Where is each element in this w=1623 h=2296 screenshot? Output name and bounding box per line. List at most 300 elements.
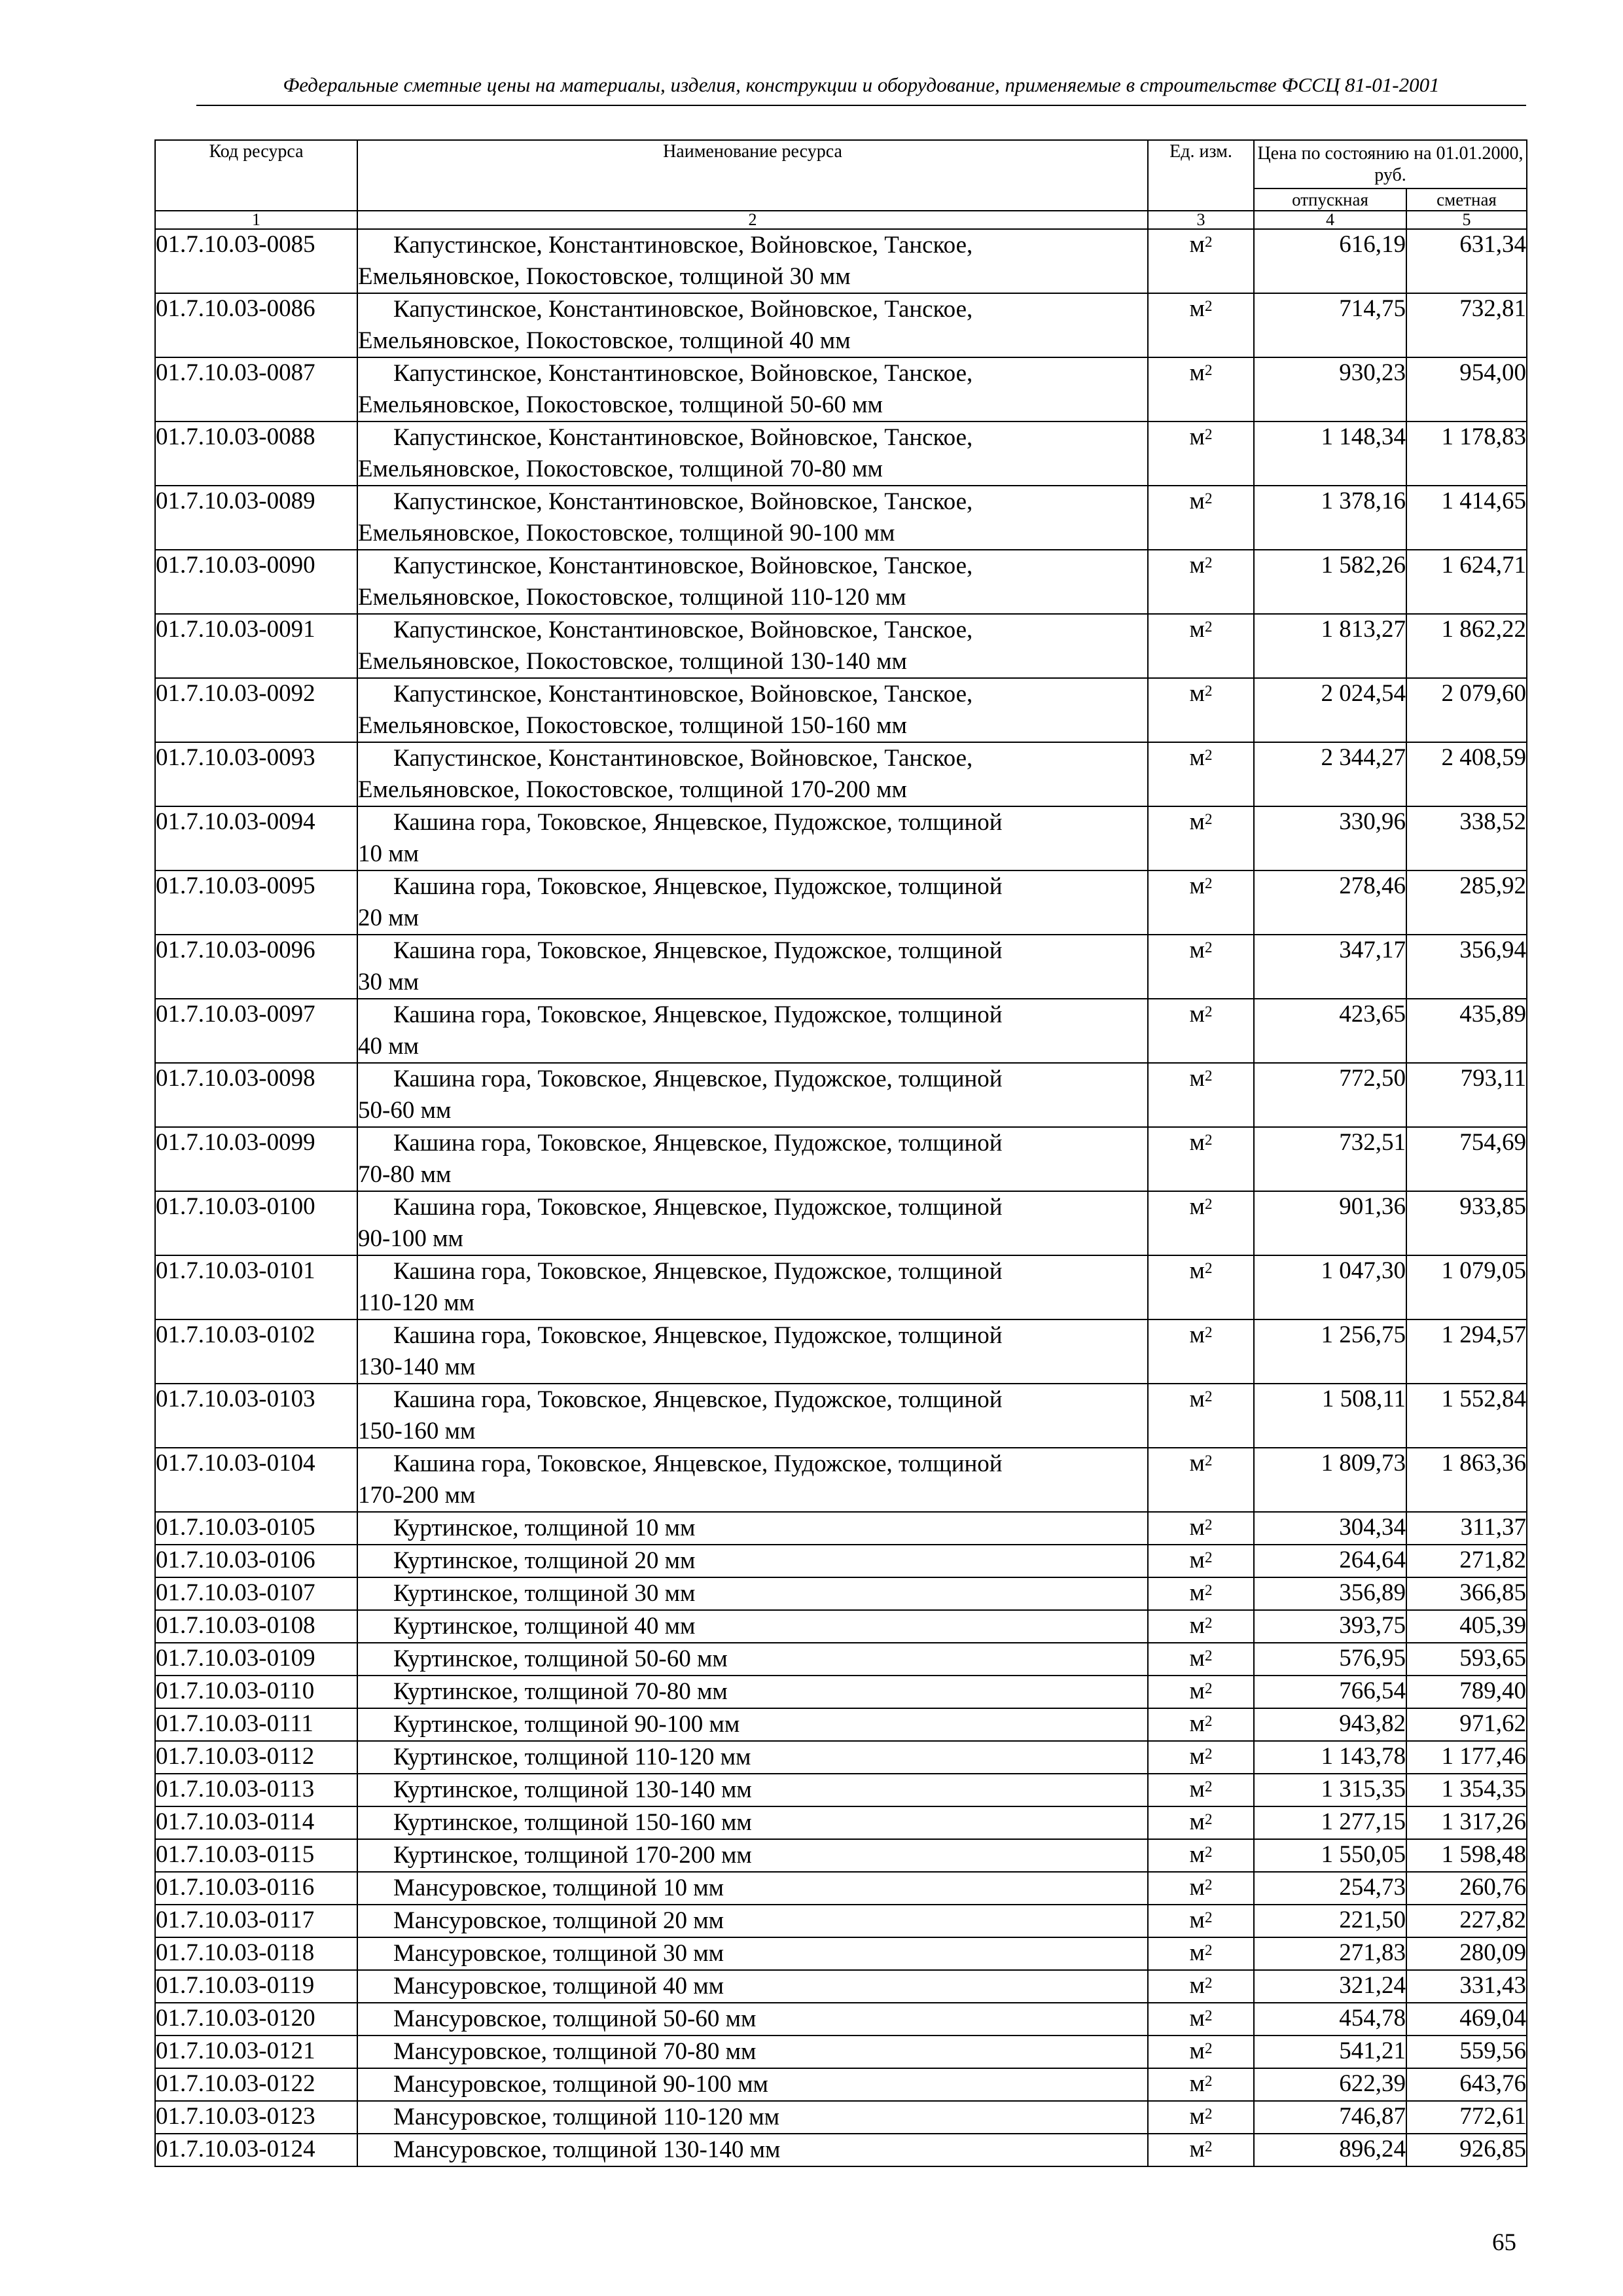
resource-name-line: Капустинское, Константиновское, Войновское, Танское, (393, 617, 973, 644)
resource-name-line: Капустинское, Константиновское, Войновское, Танское, (393, 681, 973, 708)
resource-name-line: Капустинское, Константиновское, Войновское, Танское, (393, 745, 973, 772)
unit-base: м (1189, 1743, 1205, 1770)
unit-cell (1148, 1970, 1254, 2003)
resource-name (357, 1063, 1148, 1127)
table-row (155, 1741, 1527, 1774)
unit-exponent: 2 (1204, 1844, 1213, 1861)
resource-name (357, 1806, 1148, 1839)
resource-code: 01.7.10.03-0118 (155, 1937, 357, 1970)
resource-name-line: Куртинское, толщиной 170-200 мм (393, 1842, 752, 1869)
unit-base: м (1189, 1129, 1205, 1157)
unit-cell (1148, 1643, 1254, 1676)
table-row (155, 422, 1527, 486)
column-number: 4 (1254, 211, 1406, 229)
table-row (155, 486, 1527, 550)
unit-exponent: 2 (1204, 1132, 1213, 1149)
resource-name (357, 229, 1148, 293)
column-number: 1 (155, 211, 357, 229)
estimate-price: 971,62 (1406, 1708, 1527, 1741)
table-row (155, 1384, 1527, 1448)
resource-code: 01.7.10.03-0096 (155, 935, 357, 999)
resource-name-line: Мансуровское, толщиной 10 мм (393, 1874, 724, 1902)
resource-name (357, 1970, 1148, 2003)
wholesale-price: 1 315,35 (1254, 1774, 1406, 1806)
unit-cell (1148, 1610, 1254, 1643)
estimate-price: 954,00 (1406, 357, 1527, 422)
unit-cell (1148, 935, 1254, 999)
resource-code: 01.7.10.03-0098 (155, 1063, 357, 1127)
wholesale-price: 321,24 (1254, 1970, 1406, 2003)
resource-name-line: Кашина гора, Токовское, Янцевское, Пудожское, толщиной (393, 1450, 1003, 1478)
resource-name-line: Кашина гора, Токовское, Янцевское, Пудожское, толщиной (393, 809, 1003, 836)
wholesale-price: 1 378,16 (1254, 486, 1406, 550)
resource-code: 01.7.10.03-0112 (155, 1741, 357, 1774)
resource-code: 01.7.10.03-0105 (155, 1512, 357, 1545)
resource-name (357, 486, 1148, 550)
resource-code: 01.7.10.03-0123 (155, 2101, 357, 2134)
resource-name-line: Емельяновское, Покостовское, толщиной 150-160 мм (358, 712, 907, 740)
unit-exponent: 2 (1204, 1713, 1213, 1730)
wholesale-price: 1 813,27 (1254, 614, 1406, 678)
estimate-price: 1 863,36 (1406, 1448, 1527, 1512)
resource-name-line: Мансуровское, толщиной 130-140 мм (393, 2136, 781, 2164)
unit-exponent: 2 (1204, 619, 1213, 636)
unit-base: м (1189, 1841, 1205, 1869)
col-header-code: Код ресурса (155, 140, 357, 211)
resource-name (357, 1448, 1148, 1512)
estimate-price: 1 624,71 (1406, 550, 1527, 614)
unit-base: м (1189, 1645, 1205, 1672)
resource-name-line: Емельяновское, Покостовское, толщиной 110-120 мм (358, 584, 906, 611)
resource-name (357, 2134, 1148, 2166)
wholesale-price: 278,46 (1254, 870, 1406, 935)
resource-name-line: 90-100 мм (358, 1225, 463, 1253)
estimate-price: 926,85 (1406, 2134, 1527, 2166)
unit-exponent: 2 (1204, 1746, 1213, 1763)
table-row (155, 357, 1527, 422)
unit-cell (1148, 2101, 1254, 2134)
unit-cell (1148, 1545, 1254, 1577)
wholesale-price: 901,36 (1254, 1191, 1406, 1255)
unit-base: м (1189, 1939, 1205, 1967)
resource-name (357, 2036, 1148, 2068)
col-header-unit: Ед. изм. (1148, 140, 1254, 211)
unit-exponent: 2 (1204, 298, 1213, 315)
unit-exponent: 2 (1204, 1778, 1213, 1795)
estimate-price: 1 862,22 (1406, 614, 1527, 678)
table-row (155, 935, 1527, 999)
resource-name-line: Капустинское, Константиновское, Войновское, Танское, (393, 424, 973, 452)
unit-cell (1148, 1319, 1254, 1384)
wholesale-price: 943,82 (1254, 1708, 1406, 1741)
estimate-price: 227,82 (1406, 1905, 1527, 1937)
wholesale-price: 1 277,15 (1254, 1806, 1406, 1839)
resource-code: 01.7.10.03-0095 (155, 870, 357, 935)
resource-name-line: Мансуровское, толщиной 110-120 мм (393, 2104, 780, 2131)
estimate-price: 405,39 (1406, 1610, 1527, 1643)
resource-name (357, 1127, 1148, 1191)
resource-name (357, 1610, 1148, 1643)
unit-exponent: 2 (1204, 490, 1213, 507)
unit-exponent: 2 (1204, 1811, 1213, 1828)
resource-name-line: Емельяновское, Покостовское, толщиной 130-140 мм (358, 648, 907, 675)
unit-exponent: 2 (1204, 1388, 1213, 1405)
table-row (155, 742, 1527, 806)
table-row (155, 2036, 1527, 2068)
resource-code: 01.7.10.03-0117 (155, 1905, 357, 1937)
resource-code: 01.7.10.03-0120 (155, 2003, 357, 2036)
resource-name-line: Мансуровское, толщиной 40 мм (393, 1973, 724, 2000)
resource-code: 01.7.10.03-0094 (155, 806, 357, 870)
resource-name (357, 2003, 1148, 2036)
wholesale-price: 1 550,05 (1254, 1839, 1406, 1872)
page-number: 65 (1492, 2229, 1516, 2256)
table-row (155, 1905, 1527, 1937)
unit-cell (1148, 1937, 1254, 1970)
unit-cell (1148, 2003, 1254, 2036)
unit-exponent: 2 (1204, 1003, 1213, 1020)
unit-exponent: 2 (1204, 1067, 1213, 1085)
unit-cell (1148, 1127, 1254, 1191)
unit-base: м (1189, 1065, 1205, 1092)
unit-cell (1148, 1063, 1254, 1127)
unit-base: м (1189, 1450, 1205, 1477)
resource-code: 01.7.10.03-0111 (155, 1708, 357, 1741)
unit-cell (1148, 1806, 1254, 1839)
unit-exponent: 2 (1204, 939, 1213, 956)
estimate-price: 559,56 (1406, 2036, 1527, 2068)
resource-code: 01.7.10.03-0097 (155, 999, 357, 1063)
estimate-price: 1 317,26 (1406, 1806, 1527, 1839)
table-row (155, 1970, 1527, 2003)
unit-cell (1148, 422, 1254, 486)
unit-base: м (1189, 1907, 1205, 1934)
running-header: Федеральные сметные цены на материалы, изделия, конструкции и оборудование, применяемые в строительстве ФССЦ 81-01-2001 (283, 73, 1440, 96)
unit-exponent: 2 (1204, 2007, 1213, 2024)
unit-exponent: 2 (1204, 811, 1213, 828)
unit-base: м (1189, 1874, 1205, 1901)
unit-cell (1148, 1384, 1254, 1448)
unit-exponent: 2 (1204, 875, 1213, 892)
resource-name-line: Кашина гора, Токовское, Янцевское, Пудожское, толщиной (393, 1066, 1003, 1093)
resource-code: 01.7.10.03-0122 (155, 2068, 357, 2101)
table-row (155, 614, 1527, 678)
unit-exponent: 2 (1204, 362, 1213, 379)
unit-exponent: 2 (1204, 1260, 1213, 1277)
unit-base: м (1189, 1001, 1205, 1028)
resource-name-line: Куртинское, толщиной 20 мм (393, 1547, 696, 1575)
table-row (155, 2101, 1527, 2134)
unit-exponent: 2 (1204, 234, 1213, 251)
wholesale-price: 766,54 (1254, 1676, 1406, 1708)
unit-base: м (1189, 2037, 1205, 2065)
table-row (155, 293, 1527, 357)
unit-exponent: 2 (1204, 1942, 1213, 1959)
wholesale-price: 714,75 (1254, 293, 1406, 357)
unit-cell (1148, 486, 1254, 550)
resource-name (357, 2101, 1148, 2134)
estimate-price: 285,92 (1406, 870, 1527, 935)
col-header-price-group: Цена по состоянию на 01.01.2000, руб. (1254, 140, 1527, 188)
resource-code: 01.7.10.03-0116 (155, 1872, 357, 1905)
resource-code: 01.7.10.03-0109 (155, 1643, 357, 1676)
table-body (155, 211, 1527, 2166)
wholesale-price: 1 256,75 (1254, 1319, 1406, 1384)
resource-name-line: Емельяновское, Покостовское, толщиной 90-100 мм (358, 520, 895, 547)
resource-name-line: Мансуровское, толщиной 90-100 мм (393, 2071, 768, 2098)
resource-name-line: Кашина гора, Токовское, Янцевское, Пудожское, толщиной (393, 1322, 1003, 1350)
estimate-price: 338,52 (1406, 806, 1527, 870)
wholesale-price: 732,51 (1254, 1127, 1406, 1191)
resource-name-line: Мансуровское, толщиной 30 мм (393, 1940, 724, 1967)
unit-base: м (1189, 2005, 1205, 2032)
estimate-price: 271,82 (1406, 1545, 1527, 1577)
resource-name (357, 550, 1148, 614)
unit-base: м (1189, 1710, 1205, 1738)
unit-cell (1148, 678, 1254, 742)
resource-name-line: Кашина гора, Токовское, Янцевское, Пудожское, толщиной (393, 1194, 1003, 1221)
resource-name-line: Куртинское, толщиной 30 мм (393, 1580, 696, 1607)
resource-name (357, 1741, 1148, 1774)
unit-base: м (1189, 2070, 1205, 2098)
unit-cell (1148, 870, 1254, 935)
resource-name-line: Кашина гора, Токовское, Янцевское, Пудожское, толщиной (393, 873, 1003, 901)
resource-code: 01.7.10.03-0106 (155, 1545, 357, 1577)
resource-name-line: Куртинское, толщиной 10 мм (393, 1515, 696, 1542)
unit-base: м (1189, 1612, 1205, 1640)
estimate-price: 789,40 (1406, 1676, 1527, 1708)
resource-name-line: Капустинское, Константиновское, Войновское, Танское, (393, 360, 973, 387)
table-row (155, 550, 1527, 614)
unit-exponent: 2 (1204, 1615, 1213, 1632)
unit-exponent: 2 (1204, 2106, 1213, 2123)
unit-base: м (1189, 295, 1205, 323)
header-rule (196, 105, 1526, 106)
resource-code: 01.7.10.03-0124 (155, 2134, 357, 2166)
table-row (155, 1937, 1527, 1970)
resource-name (357, 1937, 1148, 1970)
unit-base: м (1189, 872, 1205, 900)
resource-name-line: Емельяновское, Покостовское, толщиной 40 мм (358, 327, 851, 355)
unit-cell (1148, 550, 1254, 614)
unit-exponent: 2 (1204, 554, 1213, 571)
table-row (155, 1774, 1527, 1806)
wholesale-price: 1 582,26 (1254, 550, 1406, 614)
unit-cell (1148, 1676, 1254, 1708)
resource-name (357, 1839, 1148, 1872)
wholesale-price: 541,21 (1254, 2036, 1406, 2068)
table-row (155, 1448, 1527, 1512)
resource-name-line: Капустинское, Константиновское, Войновское, Танское, (393, 488, 973, 516)
estimate-price: 1 552,84 (1406, 1384, 1527, 1448)
estimate-price: 732,81 (1406, 293, 1527, 357)
resource-name-line: Мансуровское, толщиной 50-60 мм (393, 2005, 757, 2033)
unit-exponent: 2 (1204, 426, 1213, 443)
resource-name-line: Куртинское, толщиной 40 мм (393, 1613, 696, 1640)
resource-code: 01.7.10.03-0107 (155, 1577, 357, 1610)
unit-base: м (1189, 1776, 1205, 1803)
resource-name-line: Куртинское, толщиной 90-100 мм (393, 1711, 740, 1738)
resource-code: 01.7.10.03-0093 (155, 742, 357, 806)
estimate-price: 331,43 (1406, 1970, 1527, 2003)
resource-code: 01.7.10.03-0119 (155, 1970, 357, 2003)
resource-code: 01.7.10.03-0114 (155, 1806, 357, 1839)
unit-base: м (1189, 552, 1205, 579)
resource-code: 01.7.10.03-0103 (155, 1384, 357, 1448)
unit-cell (1148, 1708, 1254, 1741)
resource-code: 01.7.10.03-0088 (155, 422, 357, 486)
unit-base: м (1189, 744, 1205, 772)
estimate-price: 631,34 (1406, 229, 1527, 293)
unit-exponent: 2 (1204, 1324, 1213, 1341)
col-header-wholesale: отпускная (1254, 188, 1406, 211)
unit-exponent: 2 (1204, 1647, 1213, 1664)
estimate-price: 2 079,60 (1406, 678, 1527, 742)
unit-exponent: 2 (1204, 1196, 1213, 1213)
wholesale-price: 1 508,11 (1254, 1384, 1406, 1448)
estimate-price: 1 178,83 (1406, 422, 1527, 486)
unit-base: м (1189, 616, 1205, 643)
resource-name-line: Кашина гора, Токовское, Янцевское, Пудожское, толщиной (393, 1258, 1003, 1285)
resource-name (357, 1545, 1148, 1577)
resource-code: 01.7.10.03-0090 (155, 550, 357, 614)
resource-code: 01.7.10.03-0101 (155, 1255, 357, 1319)
unit-cell (1148, 1872, 1254, 1905)
resource-name-line: 40 мм (358, 1033, 419, 1060)
estimate-price: 366,85 (1406, 1577, 1527, 1610)
table-row (155, 999, 1527, 1063)
resource-name (357, 1384, 1148, 1448)
unit-base: м (1189, 1677, 1205, 1705)
resource-code: 01.7.10.03-0100 (155, 1191, 357, 1255)
estimate-price: 772,61 (1406, 2101, 1527, 2134)
unit-exponent: 2 (1204, 683, 1213, 700)
estimate-price: 435,89 (1406, 999, 1527, 1063)
resource-code: 01.7.10.03-0086 (155, 293, 357, 357)
resource-name (357, 742, 1148, 806)
wholesale-price: 264,64 (1254, 1545, 1406, 1577)
wholesale-price: 347,17 (1254, 935, 1406, 999)
resource-name (357, 1774, 1148, 1806)
wholesale-price: 2 344,27 (1254, 742, 1406, 806)
resource-name-line: 150-160 мм (358, 1418, 476, 1445)
unit-cell (1148, 1774, 1254, 1806)
unit-base: м (1189, 1808, 1205, 1836)
unit-exponent: 2 (1204, 1909, 1213, 1926)
unit-cell (1148, 229, 1254, 293)
table-row (155, 1545, 1527, 1577)
estimate-price: 260,76 (1406, 1872, 1527, 1905)
table-row (155, 870, 1527, 935)
resource-name-line: Емельяновское, Покостовское, толщиной 50-60 мм (358, 391, 883, 419)
resource-code: 01.7.10.03-0089 (155, 486, 357, 550)
unit-exponent: 2 (1204, 2073, 1213, 2090)
unit-base: м (1189, 423, 1205, 451)
unit-exponent: 2 (1204, 747, 1213, 764)
wholesale-price: 622,39 (1254, 2068, 1406, 2101)
resource-name-line: Куртинское, толщиной 130-140 мм (393, 1776, 752, 1804)
resource-code: 01.7.10.03-0121 (155, 2036, 357, 2068)
resource-name-line: Капустинское, Константиновское, Войновское, Танское, (393, 552, 973, 580)
table-row (155, 1806, 1527, 1839)
resource-name-line: Емельяновское, Покостовское, толщиной 30 мм (358, 263, 851, 291)
table-row (155, 229, 1527, 293)
resource-name-line: Кашина гора, Токовское, Янцевское, Пудожское, толщиной (393, 937, 1003, 965)
column-number: 3 (1148, 211, 1254, 229)
resource-name-line: 70-80 мм (358, 1161, 452, 1189)
resource-name-line: Кашина гора, Токовское, Янцевское, Пудожское, толщиной (393, 1001, 1003, 1029)
estimate-price: 593,65 (1406, 1643, 1527, 1676)
wholesale-price: 304,34 (1254, 1512, 1406, 1545)
column-number-row (155, 211, 1527, 229)
wholesale-price: 423,65 (1254, 999, 1406, 1063)
wholesale-price: 1 809,73 (1254, 1448, 1406, 1512)
resource-name (357, 870, 1148, 935)
table-row (155, 1191, 1527, 1255)
resource-name (357, 1319, 1148, 1384)
table-row (155, 2068, 1527, 2101)
col-header-name: Наименование ресурса (357, 140, 1148, 211)
resource-code: 01.7.10.03-0113 (155, 1774, 357, 1806)
unit-cell (1148, 1448, 1254, 1512)
resource-name (357, 935, 1148, 999)
estimate-price: 933,85 (1406, 1191, 1527, 1255)
col-header-estimate: сметная (1406, 188, 1527, 211)
resource-name-line: 30 мм (358, 969, 419, 996)
estimate-price: 280,09 (1406, 1937, 1527, 1970)
table-row (155, 1676, 1527, 1708)
unit-base: м (1189, 1257, 1205, 1285)
wholesale-price: 254,73 (1254, 1872, 1406, 1905)
unit-exponent: 2 (1204, 1516, 1213, 1534)
wholesale-price: 616,19 (1254, 229, 1406, 293)
resource-name (357, 999, 1148, 1063)
unit-exponent: 2 (1204, 1680, 1213, 1697)
unit-cell (1148, 742, 1254, 806)
wholesale-price: 1 143,78 (1254, 1741, 1406, 1774)
resource-name (357, 1191, 1148, 1255)
table-row (155, 2134, 1527, 2166)
resource-name (357, 806, 1148, 870)
resource-code: 01.7.10.03-0108 (155, 1610, 357, 1643)
resource-name-line: Мансуровское, толщиной 70-80 мм (393, 2038, 757, 2066)
resource-name (357, 678, 1148, 742)
wholesale-price: 393,75 (1254, 1610, 1406, 1643)
resource-name (357, 1255, 1148, 1319)
wholesale-price: 772,50 (1254, 1063, 1406, 1127)
table-row (155, 1610, 1527, 1643)
estimate-price: 1 079,05 (1406, 1255, 1527, 1319)
resource-name (357, 1577, 1148, 1610)
unit-cell (1148, 2036, 1254, 2068)
resource-name-line: Куртинское, толщиной 150-160 мм (393, 1809, 752, 1837)
unit-base: м (1189, 231, 1205, 259)
wholesale-price: 2 024,54 (1254, 678, 1406, 742)
resource-code: 01.7.10.03-0104 (155, 1448, 357, 1512)
resource-name-line: 50-60 мм (358, 1097, 452, 1124)
resource-name (357, 1905, 1148, 1937)
resource-name (357, 293, 1148, 357)
resource-name-line: Куртинское, толщиной 70-80 мм (393, 1678, 728, 1706)
table-row (155, 1872, 1527, 1905)
unit-exponent: 2 (1204, 1975, 1213, 1992)
unit-cell (1148, 1905, 1254, 1937)
estimate-price: 356,94 (1406, 935, 1527, 999)
resource-name-line: 170-200 мм (358, 1482, 476, 1509)
resource-price-table (154, 139, 1527, 2167)
wholesale-price: 576,95 (1254, 1643, 1406, 1676)
resource-code: 01.7.10.03-0091 (155, 614, 357, 678)
